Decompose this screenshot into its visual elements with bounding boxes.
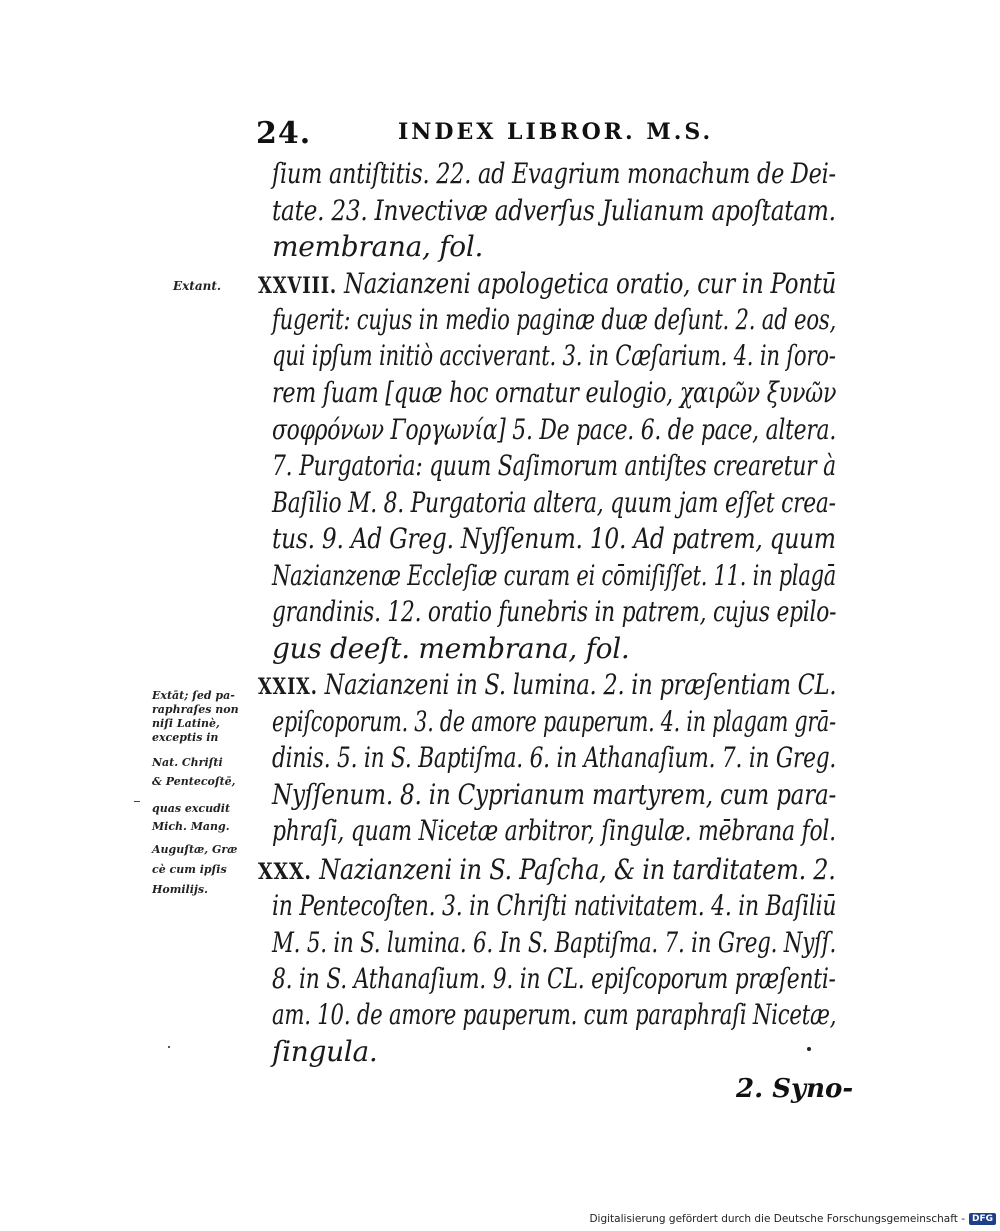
margin-note-line: niſi Latinè, [152, 717, 220, 730]
print-speck [807, 1047, 811, 1051]
margin-note-extant: Extant. [173, 279, 222, 293]
entry-number: XXIX. [258, 674, 318, 700]
body-line: membrana, fol. [272, 230, 484, 263]
page-header [250, 116, 720, 151]
print-speck [168, 1046, 170, 1048]
body-line: epiſcoporum. 3. de amore pauperum. 4. in plagam grā- [272, 705, 836, 738]
entry-number: XXX. [258, 859, 312, 885]
body-line: rem ſuam [quæ hoc ornatur eulogio, χαιρῶν ξυνῶν [272, 376, 837, 409]
body-line: am. 10. de amore pauperum. cum paraphraſi Nicetæ, [272, 998, 837, 1031]
entry-text: Nazianzeni apologetica oratio, cur in Pontū [344, 267, 837, 300]
body-line: phraſi, quam Nicetæ arbitror, ſingulæ. mēbrana fol. [272, 814, 836, 847]
margin-note-line: cè cum ipſis [152, 863, 227, 876]
body-line: gus deeſt. membrana, fol. [272, 632, 630, 665]
body-line: in Pentecoſten. 3. in Chriſti nativitatem. 4. in Baſiliū [272, 889, 837, 922]
body-line: ſingula. [272, 1035, 378, 1068]
margin-note-line: & Pentecoſtē, [152, 775, 236, 788]
margin-note-line: exceptis in [152, 731, 219, 744]
body-line: dinis. 5. in S. Baptiſma. 6. in Athanaſium. 7. in Greg. [272, 741, 837, 774]
page-number: 24. [256, 116, 312, 151]
margin-note-line: Auguſtæ, Græ [152, 843, 238, 856]
margin-note-line: Nat. Chriſti [152, 756, 223, 769]
digitization-credit [589, 1210, 996, 1228]
catchword: 2. Syno- [736, 1074, 854, 1104]
body-line: σοφρόνων Γοργωνία] 5. De pace. 6. de pace, altera. [272, 413, 837, 446]
margin-note-line: Mich. Mang. [152, 820, 230, 833]
entry-text: Nazianzeni in S. Paſcha, & in tarditatem. 2. [319, 853, 836, 886]
body-line: grandinis. 12. oratio funebris in patrem, cujus epilo- [272, 595, 837, 628]
entry-text: Nazianzeni in S. lumina. 2. in præſentiam CL. [324, 668, 837, 701]
entry-line [258, 853, 836, 886]
margin-note-line: quas excudit [152, 802, 231, 815]
entry-number: XXVIII. [258, 273, 337, 299]
body-line: tate. 23. Invectivæ adverſus Julianum apoſtatam. [272, 194, 836, 227]
footer-text: Digitalisierung gefördert durch die Deutsche Forschungsgemeinschaft - [589, 1213, 965, 1225]
margin-note-line: raphraſes non [152, 703, 239, 716]
margin-mark [134, 801, 140, 802]
dfg-logo: DFG [969, 1213, 996, 1225]
body-line: ſium antiſtitis. 22. ad Evagrium monachum de Dei- [272, 157, 836, 190]
body-line: qui ipſum initiò acciverant. 3. in Cæſarium. 4. in ſoro- [272, 339, 836, 372]
running-title: INDEX LIBROR. M.S. [398, 119, 714, 145]
entry-line [258, 267, 837, 300]
body-line: 8. in S. Athanaſium. 9. in CL. epiſcoporum præſenti- [272, 962, 836, 995]
body-line: 7. Purgatoria: quum Saſimorum antiſtes crearetur à [272, 449, 836, 482]
body-line: fugerit: cujus in medio paginæ duæ deſunt. 2. ad eos, [272, 303, 836, 336]
body-line: M. 5. in S. lumina. 6. In S. Baptiſma. 7. in Greg. Nyſſ. [272, 926, 837, 959]
body-line: Nazianzenæ Eccleſiæ curam ei cōmiſiſſet. 11. in plagā [272, 559, 837, 592]
body-line: tus. 9. Ad Greg. Nyſſenum. 10. Ad patrem, quum [272, 522, 836, 555]
margin-note-line: Homilijs. [152, 883, 208, 896]
body-line: Baſilio M. 8. Purgatoria altera, quum jam eſſet crea- [272, 486, 836, 519]
body-line: Nyſſenum. 8. in Cyprianum martyrem, cum para- [272, 778, 837, 811]
margin-note-line: Extāt; ſed pa- [152, 689, 235, 702]
entry-line [258, 668, 837, 701]
